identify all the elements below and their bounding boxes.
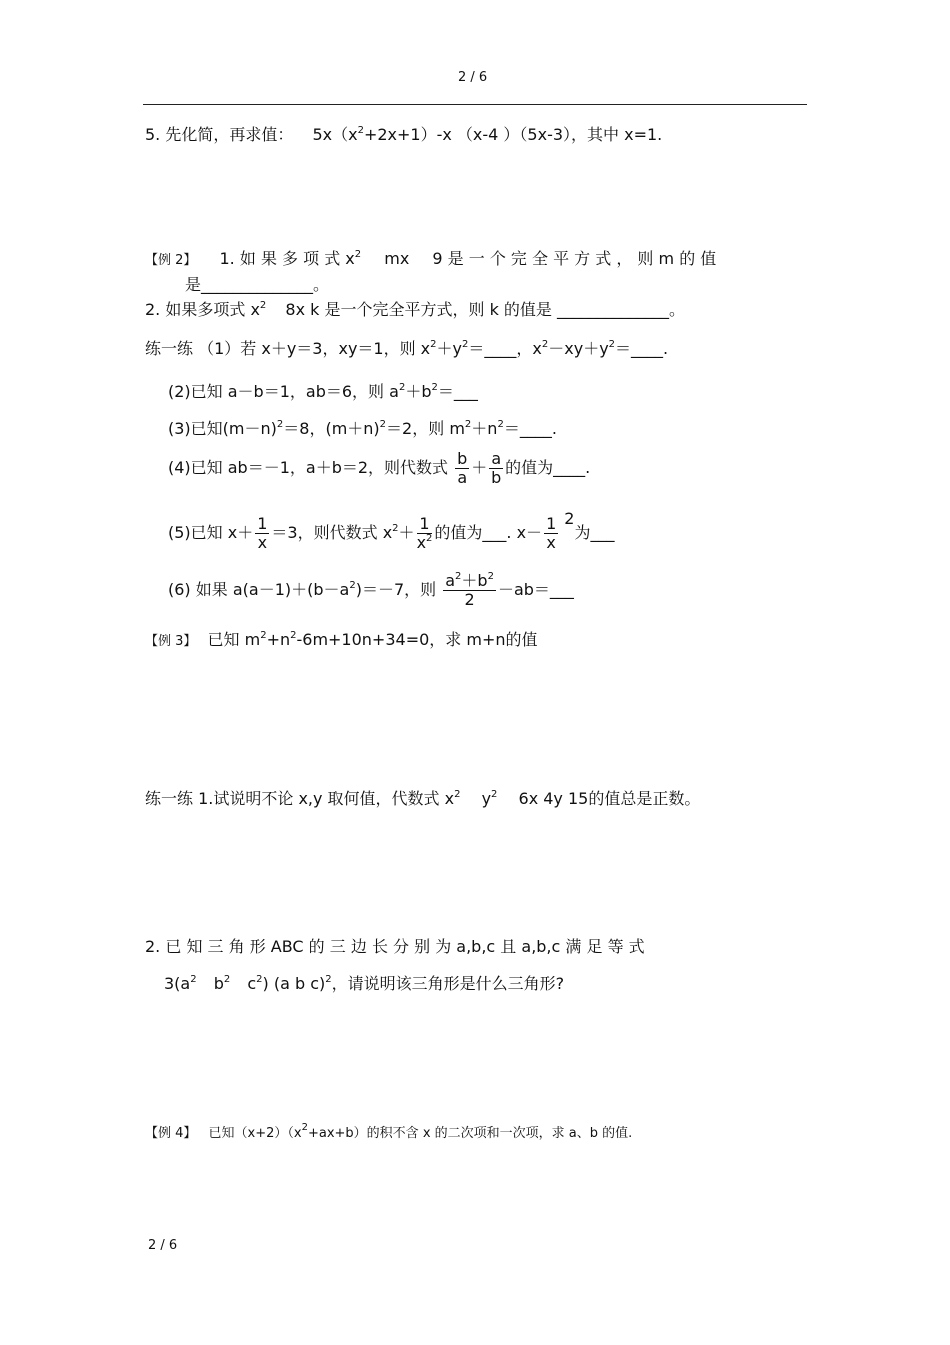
example-4-tag: 【例 4】: [145, 1126, 197, 1141]
footer-page-number: 2 / 6: [148, 1238, 178, 1253]
example-2-q2: 2. 如果多项式 $x^2$ 8x k 是一个完全平方式，则 k 的值是 ______________。: [145, 300, 686, 319]
superscript-2: 2: [349, 580, 356, 591]
example-2-q1-answer-line: 是______________。: [185, 275, 330, 294]
superscript-2: 2: [354, 249, 362, 260]
superscript-2: 2: [497, 419, 504, 430]
superscript-2: 2: [290, 630, 297, 641]
example-2-q1: 【例 2】 1. 如 果 多 项 式 $x^2$ mx 9 是 一 个 完 全 平 方 式 ， 则 m 的 值: [145, 249, 717, 268]
fraction-a2b2-over-2: $\frac{a^2+b^2}{2}$: [445, 571, 494, 609]
fraction-1-over-x2: $\frac{1}{x^2}$: [416, 514, 433, 552]
superscript-2: 2: [541, 339, 549, 350]
problem-5: 5. 先化简，再求值： $5x(x^2+2x+1)-x$ （x-4 ）（5x-3），其中 x=1.: [145, 125, 663, 144]
superscript-2: 2: [462, 339, 469, 350]
superscript-2: 2: [260, 630, 267, 641]
practice-2-q1: 练一练 1.试说明不论 x,y 取何值，代数式 $x^2$ $y^2$ 6x 4y 15的值总是正数。: [145, 789, 701, 808]
superscript-2: 2: [608, 339, 616, 350]
practice-1-item-4: (4)已知 ab＝－1，a＋b＝2，则代数式 $\frac{b}{a}$ ＋ $\frac{a}{b}$ 的值为____.: [168, 449, 591, 487]
superscript-2: 2: [190, 974, 197, 985]
superscript-2: 2: [454, 789, 461, 800]
fraction-1-over-x: $\frac{1}{x}$: [257, 514, 268, 552]
superscript-2: 2: [301, 1122, 308, 1133]
superscript-2: 2: [431, 382, 438, 393]
example-4: 【例 4】 已知$(x+2)(x^2+ax+b)$的积不含 x 的二次项和一次项，求 a、b 的值.: [145, 1122, 633, 1141]
example-3: 【例 3】 已知 $m^2+n^2-6m+10n+34=0$，求 m+n的值: [145, 630, 538, 649]
superscript-2: 2: [398, 382, 406, 393]
superscript-2: 2: [491, 789, 498, 800]
fraction-a-over-b: $\frac{a}{b}$: [491, 449, 502, 487]
superscript-2: 2: [259, 300, 267, 311]
practice-2-q2-line-1: 2. 已 知 三 角 形 ABC 的 三 边 长 分 别 为 a,b,c 且 a,b,c 满 足 等 式: [145, 937, 645, 956]
fraction-b-over-a: $\frac{b}{a}$: [457, 449, 468, 487]
superscript-2: 2: [455, 571, 462, 582]
practice-2-q2-line-2: $3(a^2$ $b^2$ $c^2$) (a b c)$^2$，请说明该三角形是什么三角形?: [164, 974, 565, 993]
superscript-2: 2: [392, 523, 399, 534]
practice-1-item-6: (6) 如果 $a(a-1)+(b-a^2)=-7$，则 $\frac{a^2+b^2}{2}$ －ab＝___: [168, 571, 574, 609]
superscript-2: 2: [430, 339, 437, 350]
superscript-2: 2: [487, 571, 494, 582]
practice-1-item-3: (3)已知$(m-n)^2=8$，$(m+n)^2=2$，则 $m^2+n^2=\_\_\_\_$.: [168, 419, 557, 438]
superscript-2: 2: [223, 974, 231, 985]
superscript-2: 2: [464, 419, 472, 430]
superscript-2: 2: [256, 974, 263, 985]
practice-1-intro: 练一练 （1）若 x＋y＝3，xy＝1，则 $x^2+y^2=\_\_\_\_$，$x^2-xy+y^2=\_\_\_\_$.: [145, 339, 669, 358]
practice-1-item-2: (2)已知 a－b＝1，ab＝6，则 $a^2+b^2=\_\_\_$: [168, 382, 478, 401]
superscript-2: 2: [426, 533, 433, 544]
example-2-tag: 【例 2】: [145, 253, 197, 268]
fraction-1-over-x-b: $\frac{1}{x}$: [546, 514, 557, 552]
superscript-2: 2: [325, 974, 332, 985]
superscript-2: 2: [379, 419, 387, 430]
superscript-2: 2: [276, 419, 284, 430]
problem-5-label: 5. 先化简，再求值：: [145, 125, 294, 144]
example-3-tag: 【例 3】: [145, 634, 197, 649]
header-page-number: 2 / 6: [458, 70, 488, 85]
superscript-2: 2: [357, 125, 364, 136]
header-divider: [143, 104, 807, 105]
practice-1-item-5: (5)已知 x＋ $\frac{1}{x}$ ＝3，则代数式 $x^2+$ $\frac{1}{x^2}$ 的值为___. x－ $\frac{1}{x}$ 2为___: [168, 509, 615, 552]
